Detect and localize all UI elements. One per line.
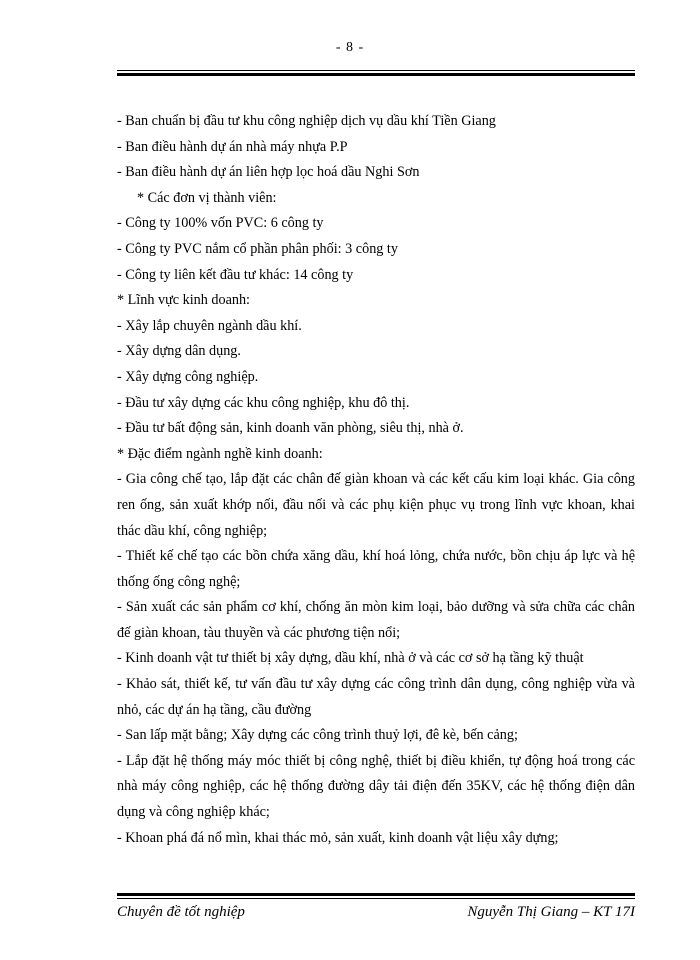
paragraph: - Khoan phá đá nổ mìn, khai thác mỏ, sản xuất, kinh doanh vật liệu xây dựng; [117, 829, 559, 846]
paragraph: - Đầu tư xây dựng các khu công nghiệp, khu đô thị. [117, 394, 410, 411]
paragraph: - Ban chuẩn bị đầu tư khu công nghiệp dịch vụ dầu khí Tiền Giang [117, 113, 496, 129]
paragraph: - Công ty 100% vốn PVC: 6 công ty [117, 215, 324, 232]
paragraph: - Đầu tư bất động sản, kinh doanh văn phòng, siêu thị, nhà ở. [117, 420, 464, 437]
paragraph: - Ban điều hành dự án liên hợp lọc hoá dầu Nghi Sơn [117, 164, 420, 181]
footer-left-text: Chuyên đề tốt nghiệp [117, 904, 245, 920]
paragraph: - Thiết kế chế tạo các bồn chứa xăng dầu, khí hoá lỏng, chứa nước, bồn chịu áp lực và hệ thống ống công nghệ; [117, 548, 635, 590]
paragraph: - San lấp mặt bằng; Xây dựng các công trình thuỷ lợi, đê kè, bến cảng; [117, 727, 518, 744]
paragraph: - Xây dựng dân dụng. [117, 343, 241, 360]
paragraph: - Xây lắp chuyên ngành dầu khí. [117, 317, 302, 334]
footer-right-text: Nguyễn Thị Giang – KT 17I [467, 904, 635, 920]
footer-rule-thin [117, 898, 635, 899]
header-rule-thin [117, 70, 635, 71]
paragraph: - Gia công chế tạo, lắp đặt các chân đế giàn khoan và các kết cấu kim loại khác. Gia công ren ống, sản xuất khớp nối, đầu nối và các phụ kiện phục vụ trong lĩnh vực khoan, khai thác dầu khí, công nghiệp; [117, 471, 635, 539]
section-heading: * Các đơn vị thành viên: [137, 189, 277, 206]
paragraph: - Ban điều hành dự án nhà máy nhựa P.P [117, 138, 348, 155]
document-body [117, 109, 635, 851]
paragraph: - Xây dựng công nghiệp. [117, 368, 259, 385]
paragraph: - Lắp đặt hệ thống máy móc thiết bị công nghệ, thiết bị điều khiển, tự động hoá trong các nhà máy công nghiệp, các hệ thống đường dây tải điện đến 35KV, các hệ thống điện dân dụng và công nghiệp khác; [117, 752, 635, 821]
paragraph: - Kinh doanh vật tư thiết bị xây dựng, dầu khí, nhà ở và các cơ sở hạ tầng kỹ thuật [117, 650, 584, 667]
paragraph: - Công ty liên kết đầu tư khác: 14 công ty [117, 266, 354, 283]
page-footer [117, 904, 635, 921]
footer-rule-thick [117, 893, 635, 896]
paragraph: - Công ty PVC nắm cổ phần phân phối: 3 công ty [117, 240, 398, 257]
footer-rule [117, 893, 635, 901]
header-rule-thick [117, 73, 635, 76]
section-heading: * Lĩnh vực kinh doanh: [117, 292, 250, 309]
section-heading: * Đặc điểm ngành nghề kinh doanh: [117, 445, 323, 462]
paragraph: - Khảo sát, thiết kế, tư vấn đầu tư xây dựng các công trình dân dụng, công nghiệp vừa và nhỏ, các dự án hạ tầng, cầu đường [117, 676, 635, 718]
header-rule [117, 70, 635, 78]
page-number: - 8 - [335, 40, 365, 55]
paragraph: - Sản xuất các sản phẩm cơ khí, chống ăn mòn kim loại, bảo dưỡng và sửa chữa các chân đế giàn khoan, tàu thuyền và các phương tiện nổi; [117, 599, 635, 641]
